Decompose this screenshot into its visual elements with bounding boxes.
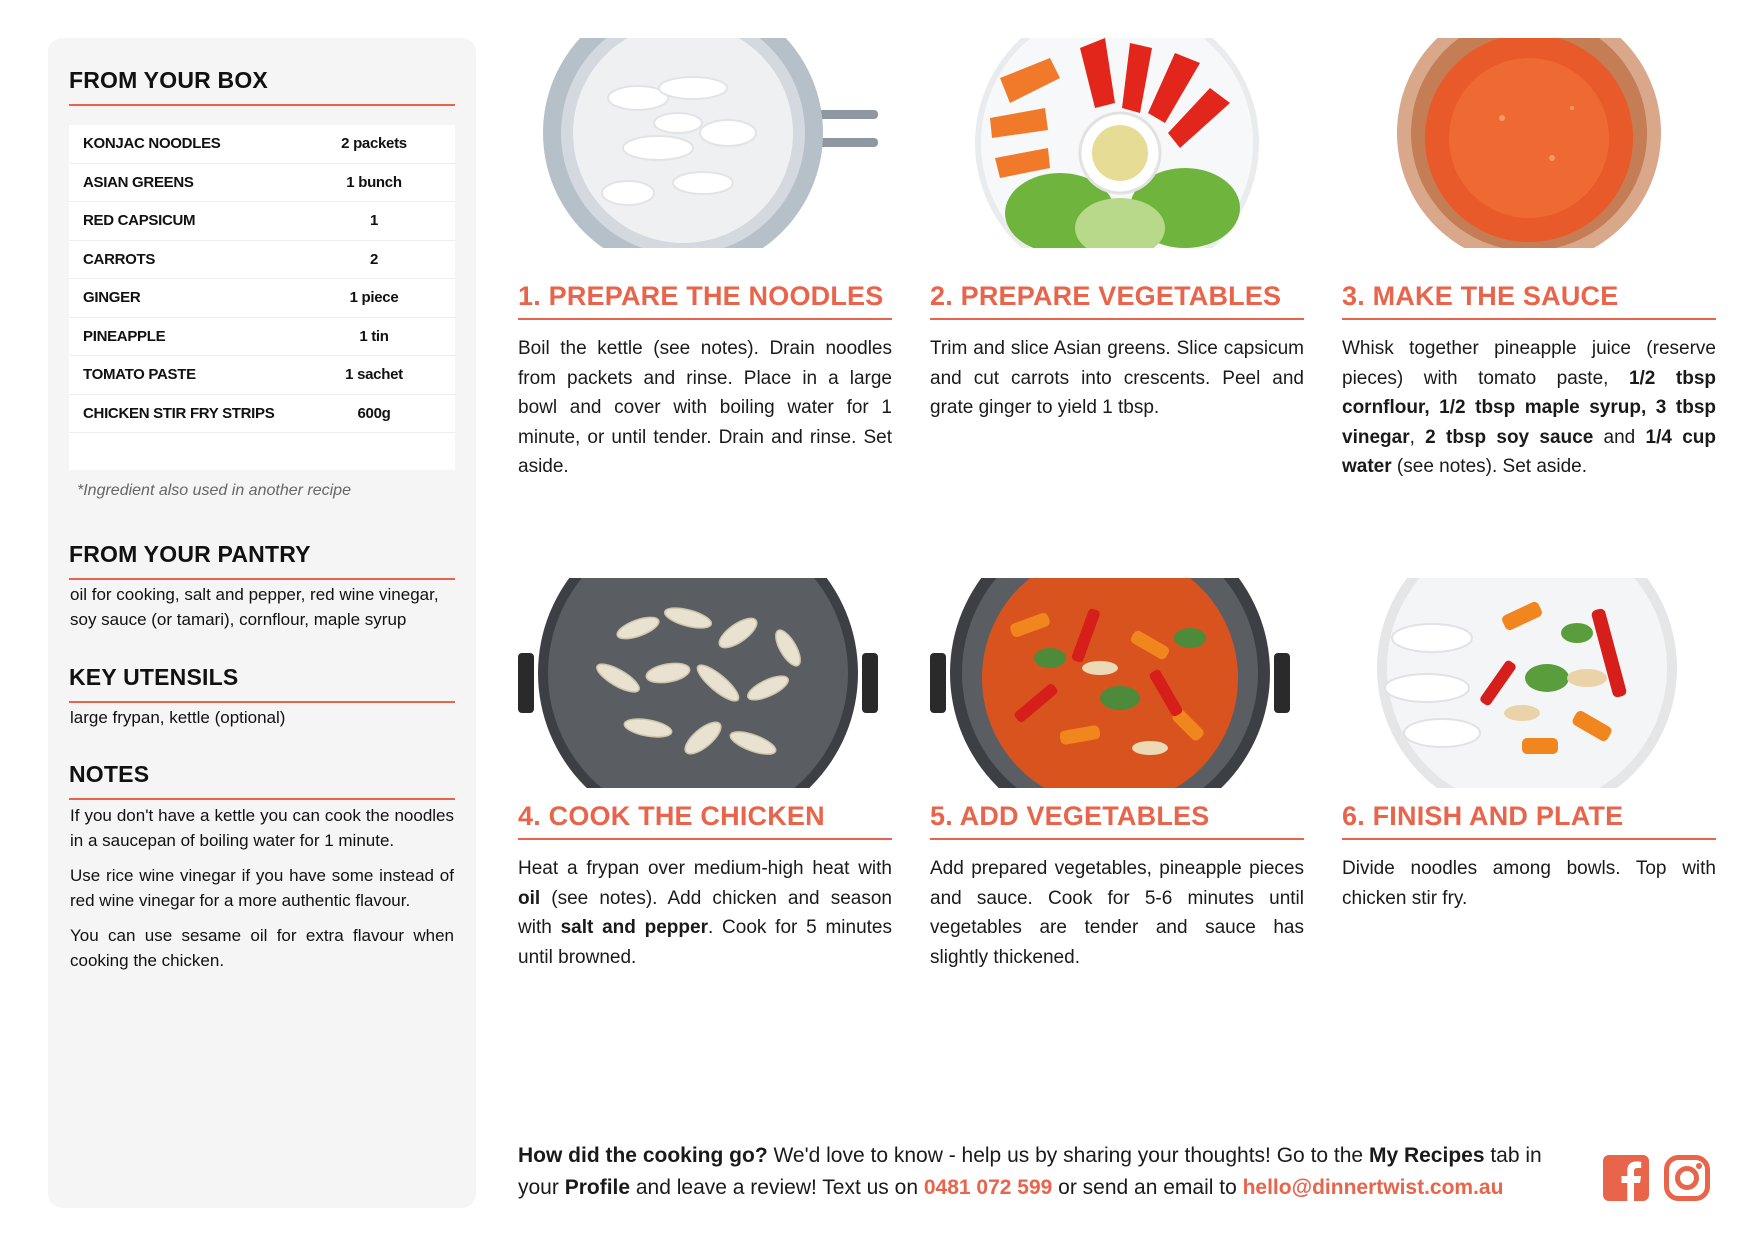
step-text-bold: 1/2 tbsp cornflour, 1/2 tbsp maple syrup, 3 tbsp vinegar	[1342, 367, 1716, 448]
utensils-text: large frypan, kettle (optional)	[70, 708, 286, 727]
step-text-segment: (see notes). Set aside.	[1391, 456, 1588, 477]
ingredients-sidebar	[48, 38, 476, 1208]
box-ingredients-table	[69, 125, 455, 470]
step-text-bold: oil	[518, 887, 541, 909]
note-paragraph: Use rice wine vinegar if you have some instead of red wine vinegar for a more authentic flavour.	[70, 866, 454, 910]
stir-fry-in-frypan-image	[930, 578, 1304, 788]
step-text-segment: Heat a frypan over medium-high heat with	[518, 858, 892, 879]
ingredient-qty: 1 piece	[349, 289, 399, 307]
step-text-segment: (see notes). Add chicken and season with	[518, 887, 892, 938]
ingredient-name: GINGER	[83, 289, 141, 307]
footer-text: We'd love to know - help us by sharing your thoughts! Go to the	[767, 1144, 1369, 1167]
ingredient-qty: 2	[369, 250, 379, 268]
step-title: 1. PREPARE THE NOODLES	[518, 281, 892, 320]
feedback-footer	[518, 1140, 1578, 1204]
note-paragraph: If you don't have a kettle you can cook the noodles in a saucepan of boiling water for 1 minute.	[70, 806, 454, 850]
phone-number-link[interactable]: 0481 072 599	[923, 1176, 1053, 1199]
ingredient-name: TOMATO PASTE	[83, 366, 196, 384]
step-text	[930, 334, 1304, 423]
step-text-bold: 2 tbsp soy sauce	[1425, 426, 1594, 448]
ingredient-footnote: *Ingredient also used in another recipe	[77, 482, 351, 499]
from-your-pantry-heading: FROM YOUR PANTRY	[69, 541, 455, 580]
note-paragraph: You can use sesame oil for extra flavour when cooking the chicken.	[70, 926, 454, 970]
plated-noodles-stir-fry-image	[1342, 578, 1716, 788]
step-text-segment: Divide noodles among bowls. Top with chicken stir fry.	[1342, 858, 1716, 909]
step-text-segment: Whisk together pineapple juice (reserve pieces) with tomato paste,	[1342, 338, 1716, 389]
chicken-in-frypan-image	[518, 578, 892, 788]
table-row	[69, 356, 455, 395]
step-text	[518, 334, 892, 482]
step-text-segment: ,	[1409, 426, 1426, 448]
step-title: 4. COOK THE CHICKEN	[518, 801, 892, 840]
ingredient-qty: 1 bunch	[346, 173, 402, 191]
email-link[interactable]: hello@dinnertwist.com.au	[1242, 1176, 1504, 1199]
footer-text: and leave a review! Text us on	[630, 1176, 924, 1199]
table-row	[69, 395, 455, 434]
notes-body	[70, 803, 454, 983]
notes-heading: NOTES	[69, 761, 455, 800]
step-text-segment: Add prepared vegetables, pineapple pieces and sauce. Cook for 5-6 minutes until vegetables are tender and sauce has slightly thickened.	[930, 858, 1304, 968]
instagram-icon[interactable]	[1664, 1155, 1710, 1201]
step-title: 5. ADD VEGETABLES	[930, 801, 1304, 840]
ingredient-name: ASIAN GREENS	[83, 173, 194, 191]
ingredient-name: RED CAPSICUM	[83, 212, 196, 230]
from-your-box-heading: FROM YOUR BOX	[69, 67, 455, 106]
footer-question: How did the cooking go?	[518, 1144, 768, 1167]
step-text-bold: salt and pepper	[560, 917, 708, 938]
table-row	[69, 318, 455, 357]
step-text	[518, 854, 892, 972]
facebook-icon[interactable]	[1603, 1155, 1649, 1201]
step-text	[930, 854, 1304, 972]
ingredient-qty: 1	[369, 212, 379, 230]
footer-text: tab in your	[518, 1144, 1542, 1199]
ingredient-name: CARROTS	[83, 250, 156, 268]
step-text	[1342, 854, 1716, 913]
step-text-segment: and	[1593, 426, 1646, 448]
footer-text: or send an email to	[1052, 1176, 1243, 1199]
ingredient-name: KONJAC NOODLES	[83, 135, 221, 153]
my-recipes-link[interactable]: My Recipes	[1368, 1144, 1485, 1167]
table-row	[69, 241, 455, 280]
step-title: 6. FINISH AND PLATE	[1342, 801, 1716, 840]
noodles-in-strainer-image	[518, 38, 892, 248]
profile-link[interactable]: Profile	[564, 1176, 631, 1199]
pantry-text: oil for cooking, salt and pepper, red wine vinegar, soy sauce (or tamari), cornflour, maple syrup	[70, 585, 439, 629]
sauce-in-bowl-image	[1342, 38, 1716, 248]
table-row	[69, 202, 455, 241]
step-text-bold: 1/4 cup water	[1342, 426, 1716, 477]
step-title: 3. MAKE THE SAUCE	[1342, 281, 1716, 320]
table-row	[69, 164, 455, 203]
step-text-segment: Boil the kettle (see notes). Drain noodles from packets and rinse. Place in a large bowl and cover with boiling water for 1 minute, or until tender. Drain and rinse. Set aside.	[518, 338, 892, 477]
table-row	[69, 125, 455, 164]
ingredient-qty: 600g	[357, 404, 391, 422]
ingredient-name: CHICKEN STIR FRY STRIPS	[83, 404, 275, 422]
ingredient-qty: 1 sachet	[345, 366, 403, 384]
chopped-vegetables-plate-image	[930, 38, 1304, 248]
table-row	[69, 279, 455, 318]
ingredient-qty: 2 packets	[341, 135, 407, 153]
ingredient-qty: 1 tin	[359, 327, 389, 345]
step-text-segment: . Cook for 5 minutes until browned.	[518, 917, 892, 968]
step-text	[1342, 334, 1716, 482]
ingredient-name: PINEAPPLE	[83, 327, 166, 345]
step-text-segment: Trim and slice Asian greens. Slice capsicum and cut carrots into crescents. Peel and grate ginger to yield 1 tbsp.	[930, 338, 1304, 418]
step-title: 2. PREPARE VEGETABLES	[930, 281, 1304, 320]
key-utensils-heading: KEY UTENSILS	[69, 664, 455, 703]
